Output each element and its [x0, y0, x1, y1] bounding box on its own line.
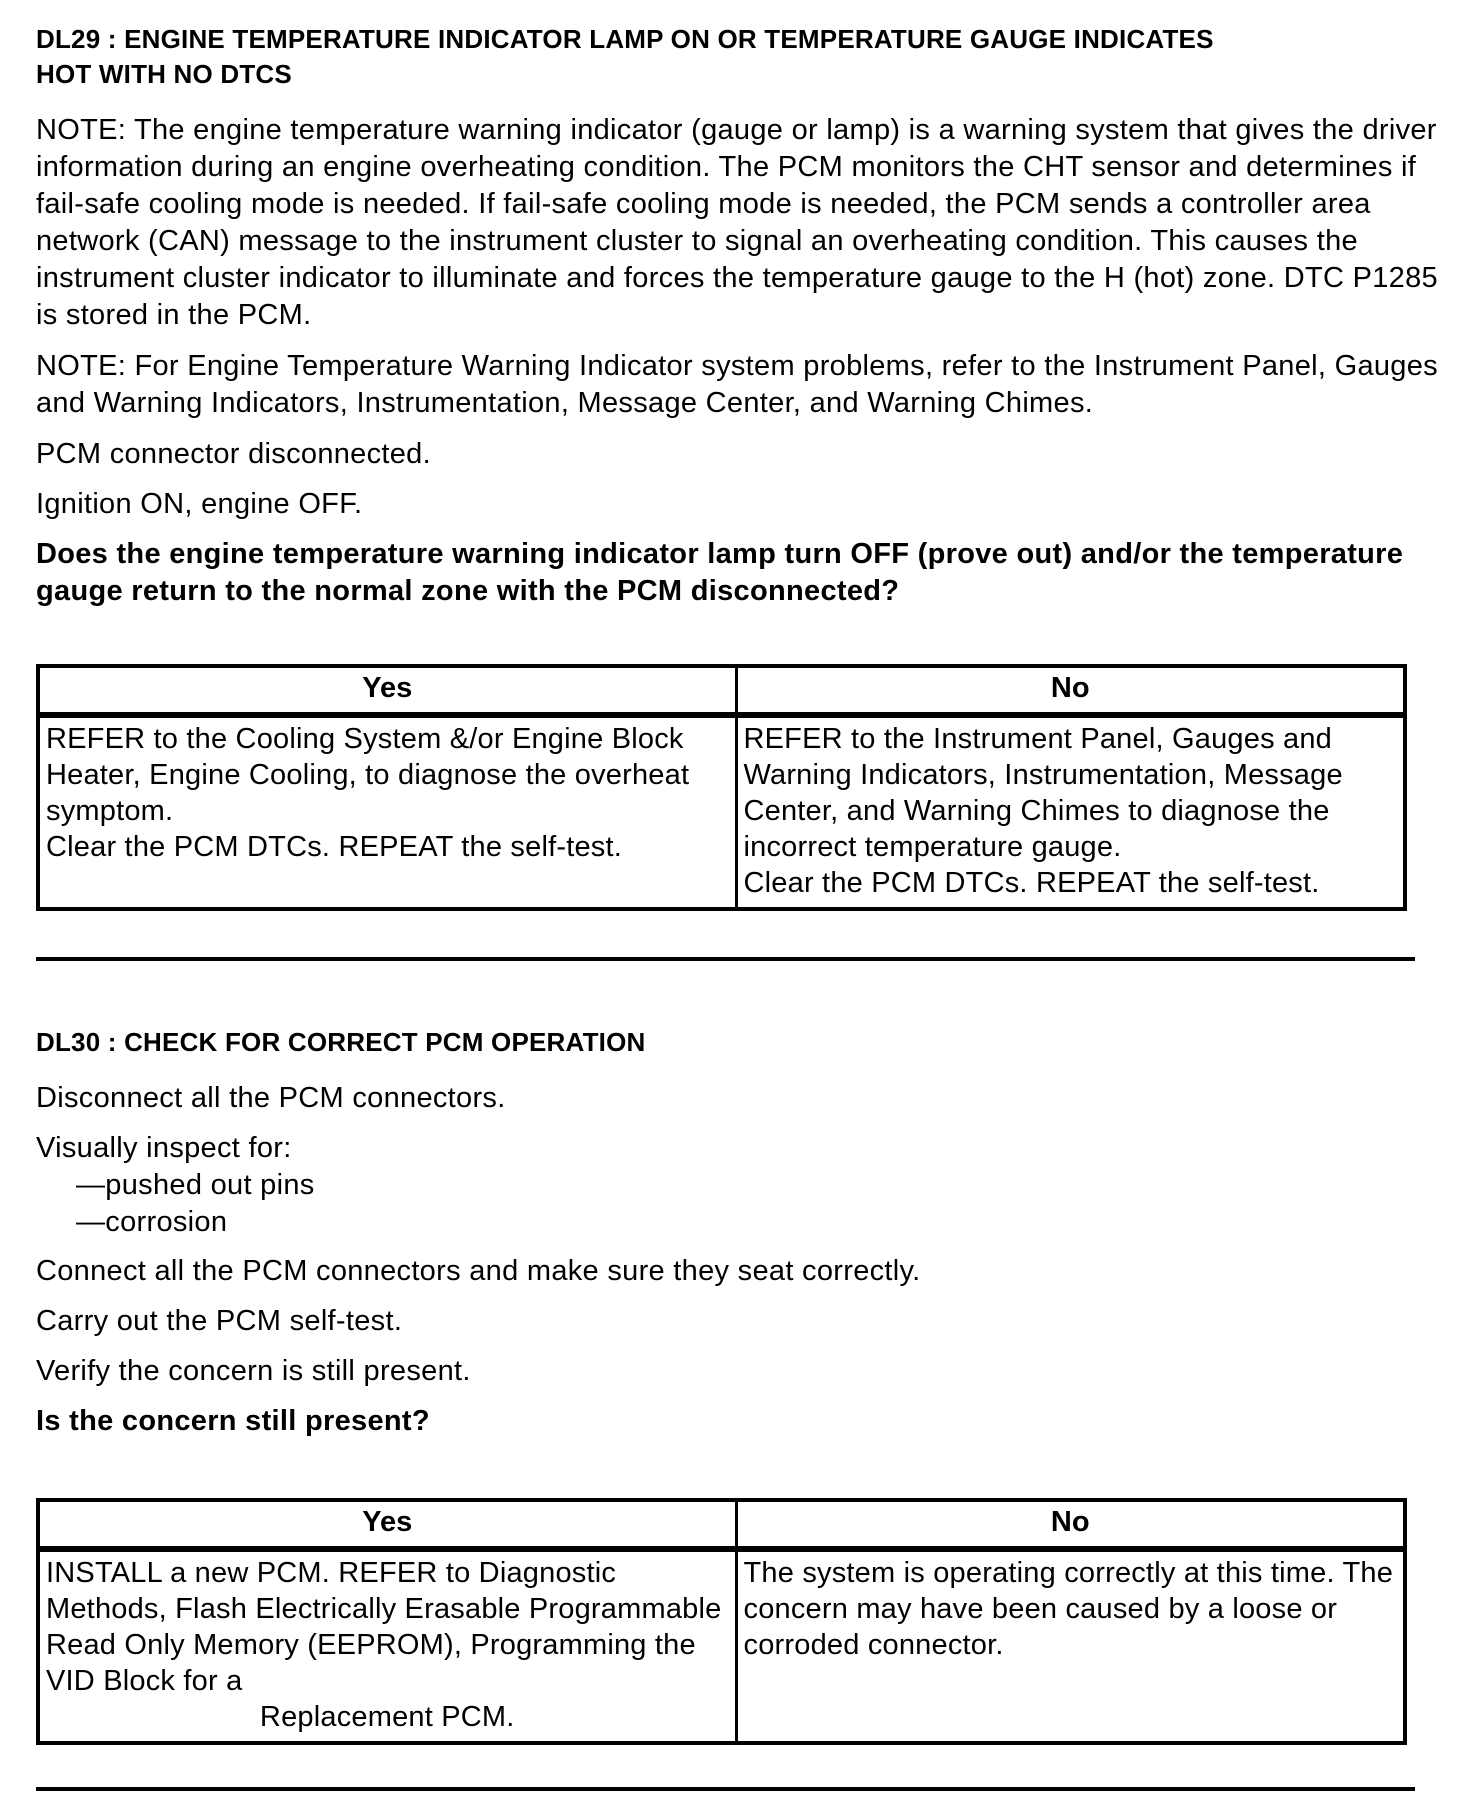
dl29-no-cell: [736, 715, 1405, 909]
dl29-step-ignition: Ignition ON, engine OFF.: [36, 488, 363, 520]
dl30-inspect-item-corrosion: —corrosion: [76, 1206, 228, 1238]
dl30-yes-action-continued: Replacement PCM.: [259, 1701, 515, 1733]
dl29-yes-action: REFER to the Cooling System &/or Engine Block Heater, Engine Cooling, to diagnose the overheat symptom.: [46, 723, 690, 827]
dl30-header-yes: Yes: [38, 1500, 736, 1549]
dl30-decision-table: [36, 1498, 1407, 1745]
dl29-yes-cell: [38, 715, 736, 909]
dl30-heading: DL30 : CHECK FOR CORRECT PCM OPERATION: [36, 1027, 646, 1057]
dl30-inspect-list: [36, 1167, 1438, 1241]
dl29-step-pcm-disconnected: PCM connector disconnected.: [36, 438, 431, 470]
dl30-yes-action: INSTALL a new PCM. REFER to Diagnostic Methods, Flash Electrically Erasable Programmable Read Only Memory (EEPROM), Programming the VID Block for a: [46, 1557, 722, 1697]
dl30-header-no: No: [736, 1500, 1405, 1549]
section-divider: [36, 957, 1415, 961]
dl30-no-cell: [736, 1549, 1405, 1743]
dl29-yes-clear-dtcs: Clear the PCM DTCs. REPEAT the self-test.: [46, 831, 623, 863]
dl29-question: Does the engine temperature warning indicator lamp turn OFF (prove out) and/or the temperature gauge return to the normal zone with the PCM disconnected?: [36, 538, 1404, 607]
dl30-table-header-row: [38, 1500, 1405, 1549]
dl30-inspect-label: Visually inspect for:: [36, 1132, 292, 1164]
dl29-note2: NOTE: For Engine Temperature Warning Indicator system problems, refer to the Instrument Panel, Gauges and Warning Indicators, Instrumentation, Message Center, and Warning Chimes.: [36, 350, 1438, 419]
dl29-header-no: No: [736, 666, 1405, 715]
dl29-heading: DL29 : ENGINE TEMPERATURE INDICATOR LAMP ON OR TEMPERATURE GAUGE INDICATES HOT WITH NO DTCS: [36, 24, 1214, 89]
dl29-decision-table: [36, 664, 1407, 911]
dl29-note1: NOTE: The engine temperature warning indicator (gauge or lamp) is a warning system that gives the driver information during an engine overheating condition. The PCM monitors the CHT sensor and determines if fail-safe cooling mode is needed. If fail-safe cooling mode is needed, the PCM sends a controller area network (CAN) message to the instrument cluster to signal an overheating condition. This causes the instrument cluster indicator to illuminate and forces the temperature gauge to the H (hot) zone. DTC P1285 is stored in the PCM.: [36, 114, 1438, 331]
dl30-yes-cell: [38, 1549, 736, 1743]
dl29-table-header-row: [38, 666, 1405, 715]
section-dl30: [36, 1025, 1438, 1745]
dl29-no-action: REFER to the Instrument Panel, Gauges and Warning Indicators, Instrumentation, Message Center, and Warning Chimes to diagnose the incorrect temperature gauge.: [743, 723, 1343, 863]
section-dl29: [36, 22, 1438, 911]
bottom-divider: [36, 1787, 1415, 1791]
dl30-question: Is the concern still present?: [36, 1405, 430, 1437]
dl30-table-body-row: [38, 1549, 1405, 1743]
dl30-step-disconnect: Disconnect all the PCM connectors.: [36, 1082, 506, 1114]
dl29-table-body-row: [38, 715, 1405, 909]
dl30-inspect-item-pushed-pins: —pushed out pins: [76, 1169, 315, 1201]
dl29-header-yes: Yes: [38, 666, 736, 715]
dl30-step-selftest: Carry out the PCM self-test.: [36, 1305, 403, 1337]
dl30-step-connect: Connect all the PCM connectors and make sure they seat correctly.: [36, 1255, 921, 1287]
dl30-no-result: The system is operating correctly at this time. The concern may have been caused by a loose or corroded connector.: [743, 1557, 1394, 1661]
dl29-no-clear-dtcs: Clear the PCM DTCs. REPEAT the self-test.: [743, 867, 1320, 899]
dl30-step-verify: Verify the concern is still present.: [36, 1355, 471, 1387]
